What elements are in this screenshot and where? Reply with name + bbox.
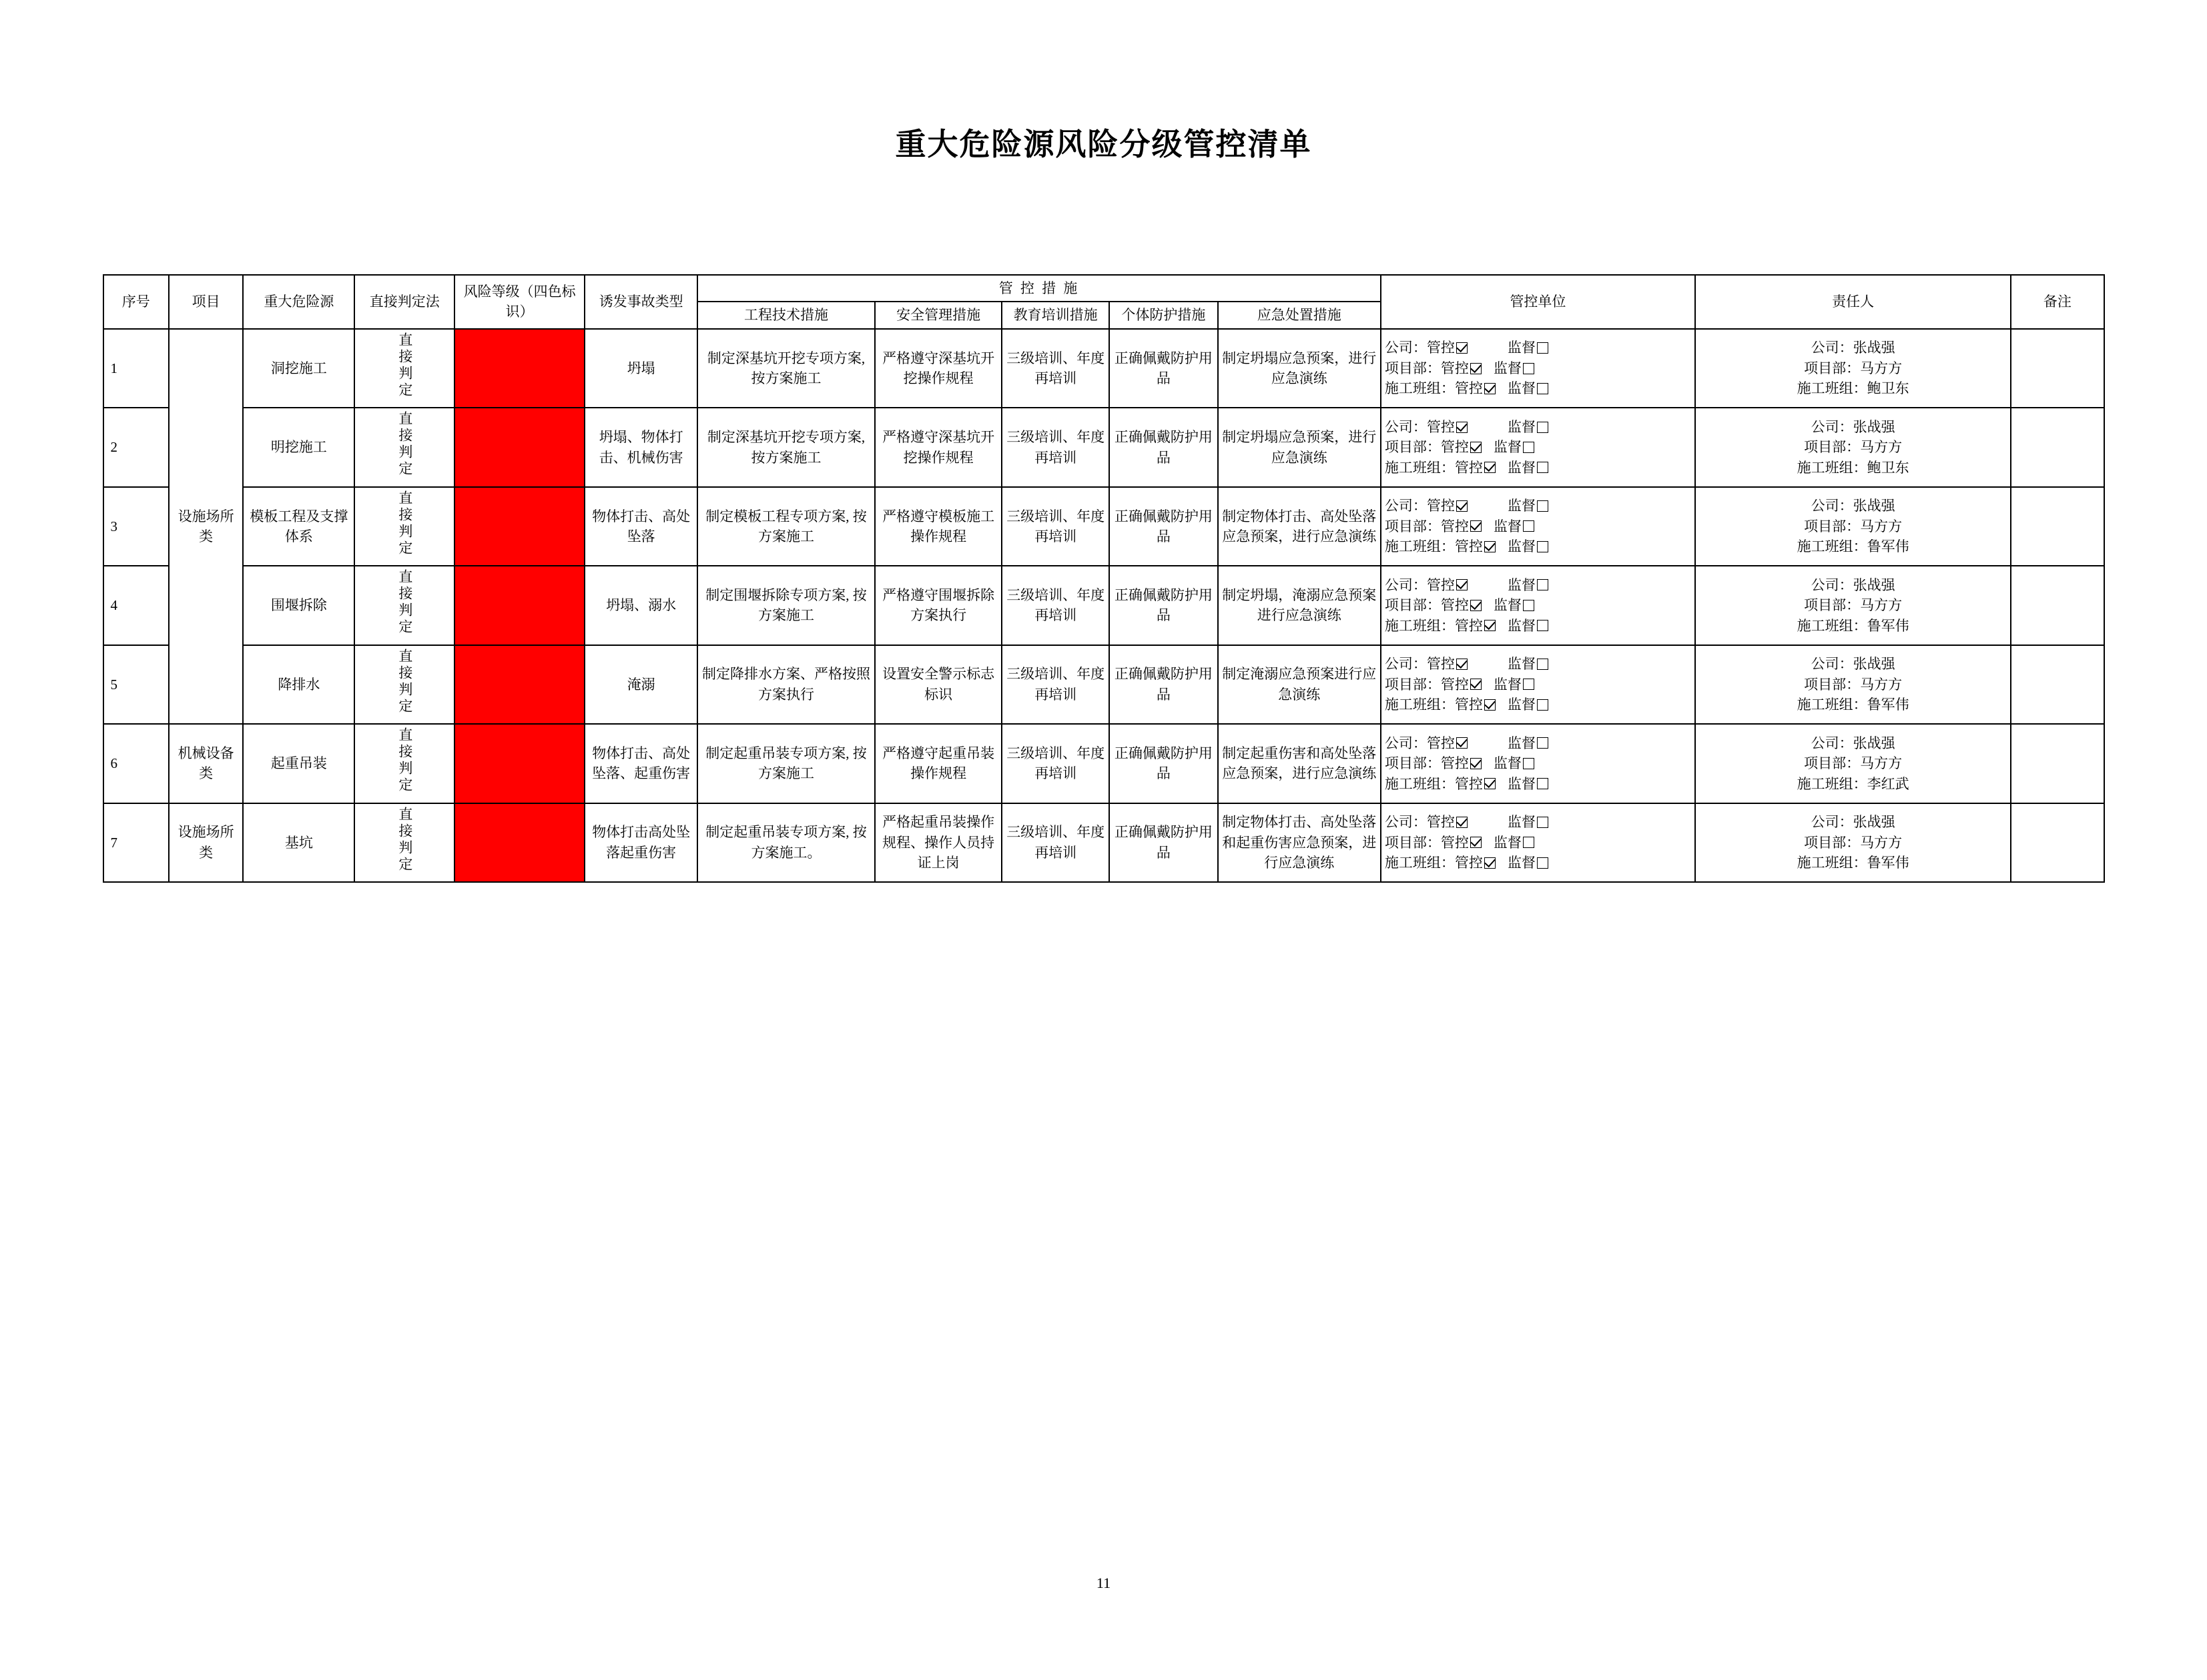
- cell-control-unit: [1381, 645, 1695, 724]
- checkbox[interactable]: [1537, 500, 1548, 512]
- person-line-team: 施工班组：鲁军伟: [1797, 617, 1909, 634]
- person-line-team: 施工班组：鲍卫东: [1797, 380, 1909, 397]
- checkbox[interactable]: [1484, 699, 1496, 711]
- cell-control-unit: [1381, 566, 1695, 645]
- checkbox[interactable]: [1470, 442, 1482, 453]
- person-line-project: 项目部：马方方: [1804, 518, 1903, 534]
- cell-remark: [2011, 803, 2104, 882]
- cell-remark: [2011, 566, 2104, 645]
- cell-no: 6: [103, 724, 170, 803]
- unit-line-project: 项目部：管控 监督: [1385, 437, 1691, 457]
- cell-emergency-measure: 制定坍塌应急预案，进行应急演练: [1218, 408, 1381, 486]
- cell-hazard: 基坑: [243, 803, 354, 882]
- cell-no: 7: [103, 803, 170, 882]
- checkbox[interactable]: [1537, 383, 1548, 394]
- cell-education-measure: 三级培训、年度再培训: [1002, 803, 1109, 882]
- cell-remark: [2011, 329, 2104, 408]
- checkbox[interactable]: [1537, 422, 1548, 433]
- cell-responsible-person: [1695, 408, 2011, 486]
- col-header-level: 风险等级（四色标识）: [454, 275, 585, 329]
- unit-line-team: 施工班组：管控 监督: [1385, 616, 1691, 636]
- cell-no: 4: [103, 566, 170, 645]
- table-row: [103, 408, 2104, 486]
- unit-line-team: 施工班组：管控 监督: [1385, 458, 1691, 478]
- person-line-company: 公司：张战强: [1811, 498, 1895, 514]
- cell-responsible-person: [1695, 645, 2011, 724]
- unit-line-company: 公司：管控 监督: [1385, 575, 1691, 595]
- col-header-project: 项目: [169, 275, 243, 329]
- cell-safety-management-measure: 严格遵守模板施工操作规程: [875, 487, 1002, 566]
- cell-remark: [2011, 487, 2104, 566]
- unit-line-project: 项目部：管控 监督: [1385, 516, 1691, 536]
- cell-responsible-person: [1695, 803, 2011, 882]
- cell-remark: [2011, 645, 2104, 724]
- person-line-company: 公司：张战强: [1811, 814, 1895, 831]
- cell-hazard: 洞挖施工: [243, 329, 354, 408]
- cell-responsible-person: [1695, 329, 2011, 408]
- col-header-safety-management: 安全管理措施: [875, 302, 1002, 328]
- unit-line-company: 公司：管控 监督: [1385, 338, 1691, 358]
- checkbox[interactable]: [1537, 579, 1548, 590]
- checkbox[interactable]: [1456, 817, 1468, 828]
- page-number: 11: [1096, 1575, 1111, 1591]
- checkbox[interactable]: [1470, 520, 1482, 532]
- cell-accident-type: 物体打击、高处坠落、起重伤害: [585, 724, 697, 803]
- person-line-project: 项目部：马方方: [1804, 439, 1903, 456]
- checkbox[interactable]: [1537, 817, 1548, 828]
- col-header-method: 直接判定法: [354, 275, 454, 329]
- checkbox[interactable]: [1484, 541, 1496, 552]
- cell-remark: [2011, 408, 2104, 486]
- cell-project: 设施场所类: [169, 329, 243, 724]
- table-header: [103, 275, 2104, 329]
- unit-line-team: 施工班组：管控 监督: [1385, 853, 1691, 873]
- risk-control-table: [103, 274, 2105, 883]
- cell-project: 设施场所类: [169, 803, 243, 882]
- unit-line-company: 公司：管控 监督: [1385, 733, 1691, 753]
- person-line-company: 公司：张战强: [1811, 340, 1895, 356]
- cell-risk-level: 重大风险: [454, 566, 585, 645]
- cell-accident-type: 坍塌: [585, 329, 697, 408]
- cell-ppe-measure: 正确佩戴防护用品: [1109, 724, 1218, 803]
- checkbox[interactable]: [1537, 699, 1548, 711]
- cell-no: 3: [103, 487, 170, 566]
- checkbox[interactable]: [1537, 737, 1548, 749]
- checkbox[interactable]: [1484, 778, 1496, 789]
- cell-engineering-measure: 制定模板工程专项方案, 按方案施工: [697, 487, 875, 566]
- checkbox[interactable]: [1484, 857, 1496, 869]
- person-line-project: 项目部：马方方: [1804, 834, 1903, 851]
- cell-control-unit: [1381, 803, 1695, 882]
- cell-education-measure: 三级培训、年度再培训: [1002, 724, 1109, 803]
- checkbox[interactable]: [1470, 758, 1482, 769]
- cell-emergency-measure: 制定淹溺应急预案进行应急演练: [1218, 645, 1381, 724]
- cell-risk-level: 重大风险: [454, 645, 585, 724]
- cell-remark: [2011, 724, 2104, 803]
- cell-education-measure: 三级培训、年度再培训: [1002, 408, 1109, 486]
- checkbox[interactable]: [1456, 500, 1468, 512]
- checkbox[interactable]: [1523, 679, 1534, 690]
- cell-no: 2: [103, 408, 170, 486]
- checkbox[interactable]: [1523, 758, 1534, 769]
- person-line-team: 施工班组：鲁军伟: [1797, 538, 1909, 555]
- cell-engineering-measure: 制定起重吊装专项方案, 按方案施工。: [697, 803, 875, 882]
- cell-accident-type: 物体打击、高处坠落: [585, 487, 697, 566]
- cell-method: 直接判定: [354, 487, 454, 566]
- person-line-project: 项目部：马方方: [1804, 755, 1903, 772]
- checkbox[interactable]: [1470, 679, 1482, 690]
- person-line-project: 项目部：马方方: [1804, 676, 1903, 693]
- checkbox[interactable]: [1456, 737, 1468, 749]
- cell-safety-management-measure: 严格遵守深基坑开挖操作规程: [875, 408, 1002, 486]
- document-page: [0, 120, 2207, 1680]
- cell-ppe-measure: 正确佩戴防护用品: [1109, 408, 1218, 486]
- page-title: 重大危险源风险分级管控清单: [895, 127, 1312, 161]
- cell-engineering-measure: 制定降排水方案、严格按照方案执行: [697, 645, 875, 724]
- table-row: [103, 487, 2104, 566]
- cell-education-measure: 三级培训、年度再培训: [1002, 329, 1109, 408]
- cell-hazard: 起重吊装: [243, 724, 354, 803]
- checkbox[interactable]: [1537, 541, 1548, 552]
- cell-method: 直接判定: [354, 724, 454, 803]
- cell-responsible-person: [1695, 566, 2011, 645]
- cell-risk-level: 重大风险: [454, 487, 585, 566]
- cell-accident-type: 物体打击高处坠落起重伤害: [585, 803, 697, 882]
- col-header-education: 教育培训措施: [1002, 302, 1109, 328]
- unit-line-project: 项目部：管控 监督: [1385, 675, 1691, 695]
- cell-risk-level: 重大风险: [454, 329, 585, 408]
- cell-risk-level: 重大风险: [454, 408, 585, 486]
- table-row: [103, 724, 2104, 803]
- checkbox[interactable]: [1456, 342, 1468, 354]
- col-header-unit: 管控单位: [1381, 275, 1695, 329]
- cell-safety-management-measure: 严格遵守围堰拆除方案执行: [875, 566, 1002, 645]
- cell-responsible-person: [1695, 724, 2011, 803]
- cell-engineering-measure: 制定深基坑开挖专项方案, 按方案施工: [697, 329, 875, 408]
- unit-line-project: 项目部：管控 监督: [1385, 833, 1691, 853]
- cell-emergency-measure: 制定坍塌应急预案，进行应急演练: [1218, 329, 1381, 408]
- unit-line-company: 公司：管控 监督: [1385, 654, 1691, 674]
- col-header-measures-group: 管 控 措 施: [697, 275, 1381, 302]
- cell-emergency-measure: 制定物体打击、高处坠落和起重伤害应急预案，进行应急演练: [1218, 803, 1381, 882]
- person-line-company: 公司：张战强: [1811, 576, 1895, 593]
- cell-method: 直接判定: [354, 566, 454, 645]
- col-header-person: 责任人: [1695, 275, 2011, 329]
- person-line-project: 项目部：马方方: [1804, 597, 1903, 614]
- checkbox[interactable]: [1484, 620, 1496, 631]
- person-line-team: 施工班组：鲍卫东: [1797, 459, 1909, 476]
- cell-safety-management-measure: 严格遵守起重吊装操作规程: [875, 724, 1002, 803]
- cell-engineering-measure: 制定起重吊装专项方案, 按方案施工: [697, 724, 875, 803]
- cell-accident-type: 淹溺: [585, 645, 697, 724]
- unit-line-team: 施工班组：管控 监督: [1385, 378, 1691, 398]
- unit-line-project: 项目部：管控 监督: [1385, 595, 1691, 615]
- cell-control-unit: [1381, 487, 1695, 566]
- cell-accident-type: 坍塌、物体打击、机械伤害: [585, 408, 697, 486]
- person-line-team: 施工班组：鲁军伟: [1797, 854, 1909, 871]
- cell-project: 机械设备类: [169, 724, 243, 803]
- cell-method: 直接判定: [354, 408, 454, 486]
- cell-risk-level: 重大风险: [454, 803, 585, 882]
- col-header-engineering: 工程技术措施: [697, 302, 875, 328]
- cell-hazard: 明挖施工: [243, 408, 354, 486]
- risk-table-container: [103, 274, 2105, 883]
- cell-method: 直接判定: [354, 645, 454, 724]
- col-header-emergency: 应急处置措施: [1218, 302, 1381, 328]
- checkbox[interactable]: [1537, 620, 1548, 631]
- cell-education-measure: 三级培训、年度再培训: [1002, 566, 1109, 645]
- unit-line-company: 公司：管控 监督: [1385, 496, 1691, 516]
- cell-safety-management-measure: 严格起重吊装操作规程、操作人员持证上岗: [875, 803, 1002, 882]
- col-header-accident: 诱发事故类型: [585, 275, 697, 329]
- cell-engineering-measure: 制定深基坑开挖专项方案, 按方案施工: [697, 408, 875, 486]
- table-body: [103, 329, 2104, 882]
- cell-method: 直接判定: [354, 329, 454, 408]
- checkbox[interactable]: [1537, 857, 1548, 869]
- checkbox[interactable]: [1537, 342, 1548, 354]
- cell-ppe-measure: 正确佩戴防护用品: [1109, 645, 1218, 724]
- cell-control-unit: [1381, 724, 1695, 803]
- checkbox[interactable]: [1523, 442, 1534, 453]
- checkbox[interactable]: [1456, 659, 1468, 670]
- cell-no: 5: [103, 645, 170, 724]
- unit-line-project: 项目部：管控 监督: [1385, 753, 1691, 773]
- table-row: [103, 645, 2104, 724]
- person-line-project: 项目部：马方方: [1804, 360, 1903, 376]
- cell-responsible-person: [1695, 487, 2011, 566]
- person-line-company: 公司：张战强: [1811, 735, 1895, 751]
- unit-line-team: 施工班组：管控 监督: [1385, 695, 1691, 715]
- unit-line-company: 公司：管控 监督: [1385, 417, 1691, 437]
- table-row: [103, 566, 2104, 645]
- cell-accident-type: 坍塌、溺水: [585, 566, 697, 645]
- unit-line-team: 施工班组：管控 监督: [1385, 774, 1691, 794]
- unit-line-company: 公司：管控 监督: [1385, 812, 1691, 832]
- cell-hazard: 模板工程及支撑体系: [243, 487, 354, 566]
- col-header-remark: 备注: [2011, 275, 2104, 329]
- checkbox[interactable]: [1523, 600, 1534, 611]
- cell-safety-management-measure: 设置安全警示标志标识: [875, 645, 1002, 724]
- cell-control-unit: [1381, 408, 1695, 486]
- cell-education-measure: 三级培训、年度再培训: [1002, 645, 1109, 724]
- cell-engineering-measure: 制定围堰拆除专项方案, 按方案施工: [697, 566, 875, 645]
- cell-emergency-measure: 制定物体打击、高处坠落应急预案，进行应急演练: [1218, 487, 1381, 566]
- checkbox[interactable]: [1484, 383, 1496, 394]
- checkbox[interactable]: [1456, 422, 1468, 433]
- cell-ppe-measure: 正确佩戴防护用品: [1109, 566, 1218, 645]
- checkbox[interactable]: [1456, 579, 1468, 590]
- cell-no: 1: [103, 329, 170, 408]
- checkbox[interactable]: [1470, 837, 1482, 848]
- cell-safety-management-measure: 严格遵守深基坑开挖操作规程: [875, 329, 1002, 408]
- col-header-ppe: 个体防护措施: [1109, 302, 1218, 328]
- col-header-hazard: 重大危险源: [243, 275, 354, 329]
- table-row: [103, 329, 2104, 408]
- unit-line-team: 施工班组：管控 监督: [1385, 536, 1691, 556]
- person-line-company: 公司：张战强: [1811, 418, 1895, 435]
- checkbox[interactable]: [1523, 837, 1534, 848]
- cell-hazard: 围堰拆除: [243, 566, 354, 645]
- checkbox[interactable]: [1537, 659, 1548, 670]
- checkbox[interactable]: [1523, 520, 1534, 532]
- person-line-team: 施工班组：李红武: [1797, 775, 1909, 792]
- cell-education-measure: 三级培训、年度再培训: [1002, 487, 1109, 566]
- checkbox[interactable]: [1537, 778, 1548, 789]
- cell-ppe-measure: 正确佩戴防护用品: [1109, 487, 1218, 566]
- unit-line-project: 项目部：管控 监督: [1385, 358, 1691, 378]
- cell-ppe-measure: 正确佩戴防护用品: [1109, 803, 1218, 882]
- cell-risk-level: 重大风险: [454, 724, 585, 803]
- cell-emergency-measure: 制定起重伤害和高处坠落应急预案，进行应急演练: [1218, 724, 1381, 803]
- checkbox[interactable]: [1537, 462, 1548, 473]
- col-header-no: 序号: [103, 275, 170, 329]
- table-row: [103, 803, 2104, 882]
- checkbox[interactable]: [1470, 600, 1482, 611]
- cell-control-unit: [1381, 329, 1695, 408]
- checkbox[interactable]: [1484, 462, 1496, 473]
- cell-ppe-measure: 正确佩戴防护用品: [1109, 329, 1218, 408]
- checkbox[interactable]: [1470, 363, 1482, 374]
- cell-hazard: 降排水: [243, 645, 354, 724]
- person-line-team: 施工班组：鲁军伟: [1797, 697, 1909, 713]
- cell-method: 直接判定: [354, 803, 454, 882]
- checkbox[interactable]: [1523, 363, 1534, 374]
- person-line-company: 公司：张战强: [1811, 656, 1895, 673]
- cell-emergency-measure: 制定坍塌，淹溺应急预案进行应急演练: [1218, 566, 1381, 645]
